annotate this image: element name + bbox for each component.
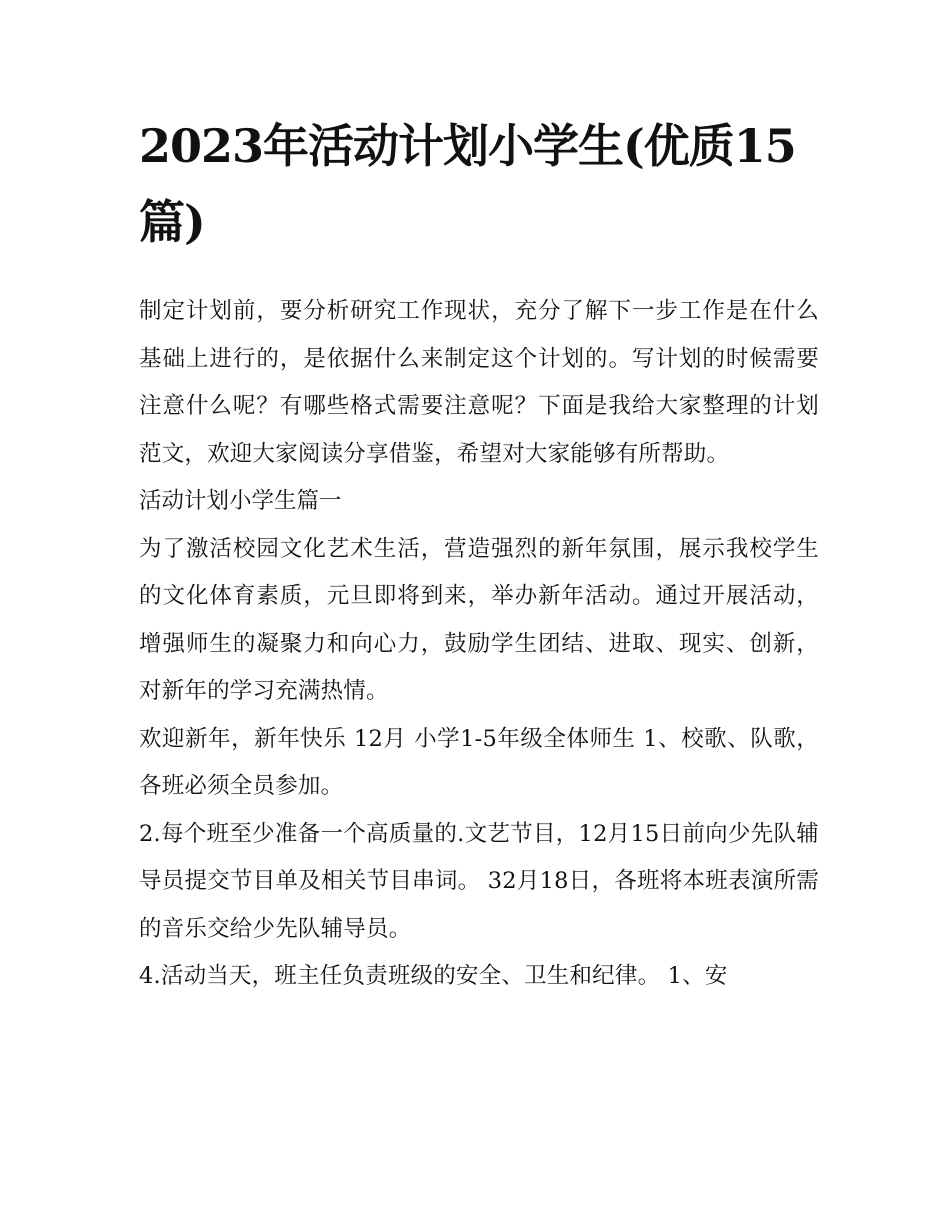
page-title: 2023年活动计划小学生(优质15篇) [139, 119, 796, 249]
section-heading: 活动计划小学生篇一 [139, 488, 342, 514]
numbered-items [139, 811, 819, 1001]
list-item: 2.每个班至少准备一个高质量的.文艺节目，12月15日前向少先队辅导员提交节目单及相关节目串词。 32月18日，各班将本班表演所需的音乐交给少先队辅导员。 [139, 820, 819, 942]
section-paragraph: 欢迎新年，新年快乐 12月 小学1-5年级全体师生 1、校歌、队歌，各班必须全员参加。 [139, 725, 819, 799]
document-body [139, 288, 819, 1001]
intro-paragraph: 制定计划前，要分析研究工作现状，充分了解下一步工作是在什么基础上进行的，是依据什么来制定这个计划的。写计划的时候需要注意什么呢？有哪些格式需要注意呢？下面是我给大家整理的计划范文，欢迎大家阅读分享借鉴，希望对大家能够有所帮助。 [139, 298, 819, 467]
list-item: 4.活动当天，班主任负责班级的安全、卫生和纪律。 1、安 [139, 963, 728, 989]
section-paragraph: 为了激活校园文化艺术生活，营造强烈的新年氛围，展示我校学生的文化体育素质，元旦即将到来，举办新年活动。通过开展活动，增强师生的凝聚力和向心力，鼓励学生团结、进取、现实、创新，对新年的学习充满热情。 [139, 535, 819, 704]
document-page [139, 108, 819, 1001]
